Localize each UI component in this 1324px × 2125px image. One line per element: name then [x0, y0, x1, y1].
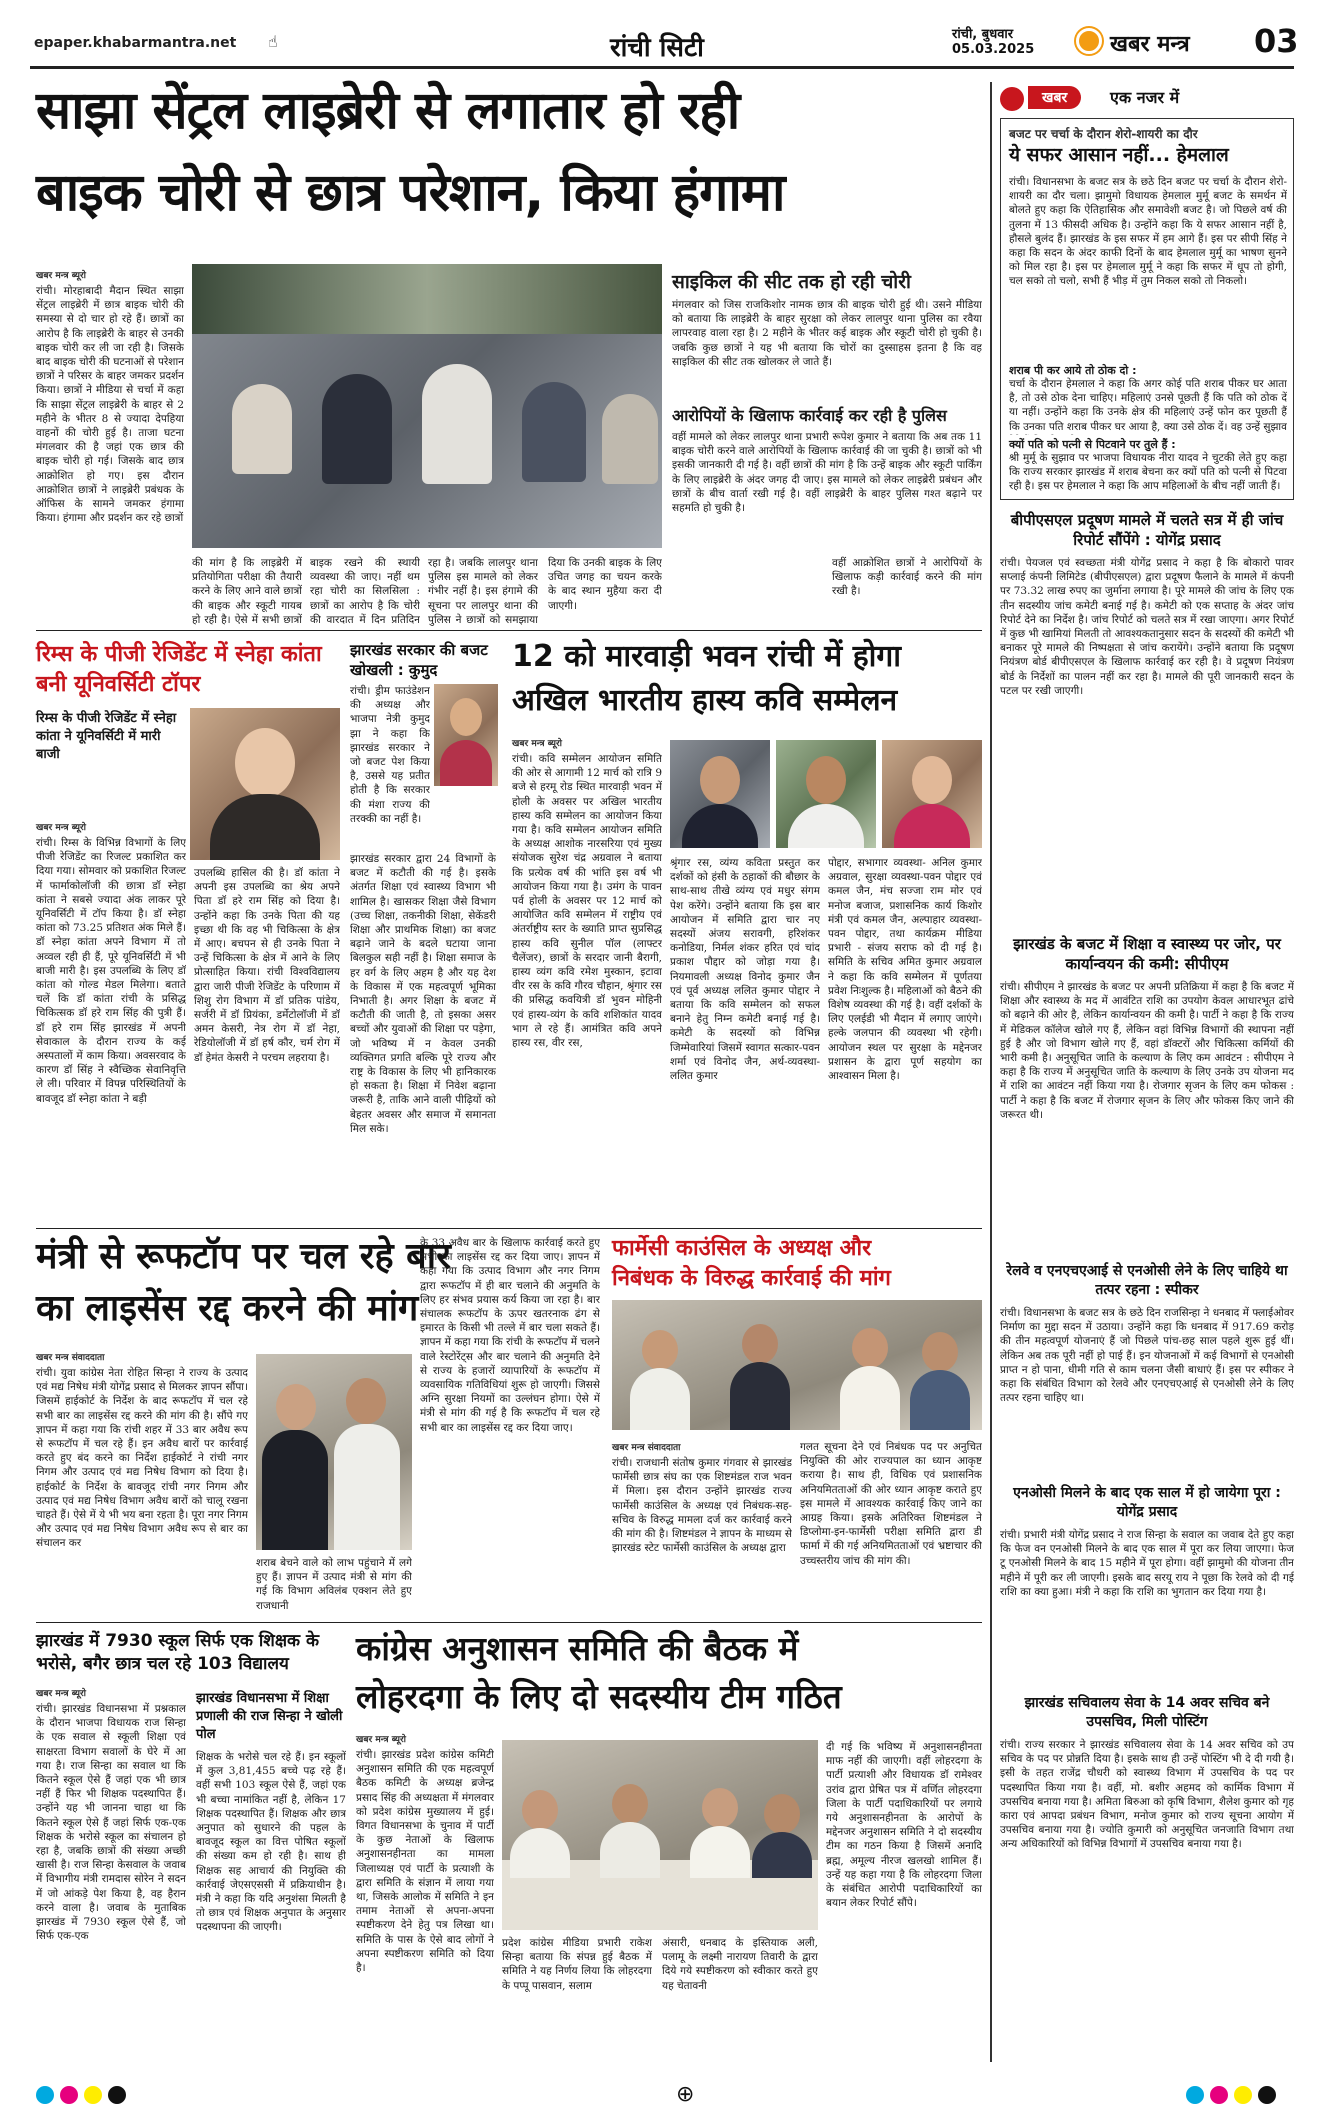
rims-text1: रांची। रिम्स के विभिन्न विभागों के लिए पीजी रेजिडेंट का रिजल्ट प्रकाशित कर दिया गया। सोमवार को प्रकाशित रिजल्ट में फार्माकोलॉजी की छात्रा डॉ स्नेहा कांता ने सबसे ज्यादा अंक लाकर पूरे यूनिवर्सिटी में टॉप किया है। डॉ स्नेहा कांता को 73.25 प्रतिशत अंक मिले हैं। डॉ स्नेहा कांता अपने विभाग में तो अव्वल रही ही हैं, पूरे यूनिवर्सिटी में भी बाजी मारी है। इस उपलब्धि के लिए डॉ कांता को गोल्ड मेडल मिलेगा। बताते चलें कि डॉ कांता रांची के प्रसिद्ध चिकित्सक डॉ हरे राम सिंह की पुत्री हैं। डॉ हरे राम सिंह झारखंड में अपनी सेवाकाल के दौरान राज्य के कई अस्पतालों में काम किया। अवसरवाद के कारण डॉ सिंह ने स्वैच्छिक सेवानिवृत्ति ले ली। परिवार में विपन्न परिस्थितियों के बावजूद डॉ स्नेहा कांता ने बड़ी — [36, 837, 186, 1105]
sidebar-noc-text: रांची। प्रभारी मंत्री योगेंद्र प्रसाद ने राज सिन्हा के सवाल का जवाब देते हुए कहा कि फेज वन एनओसी मिलने के बाद एक साल में पूरा कर लिया जाएगा। फेज टू एनओसी मिलने के बाद 15 महीने में पूरा होगा। वहीं झामुमो की योजना तीन महीने में पूरी कर ली जाएगी। इसके बाद सरयू राय ने पूछा कि रेलवे को दी गई राशि का क्या हुआ। मंत्री ने कहा कि राशि का भुगतान कर दिया गया है। — [1000, 1529, 1294, 1598]
congress-caption: प्रदेश कांग्रेस मीडिया प्रभारी राकेश सिन्हा बताया कि संपन्न हुई बैठक में समिति ने यह निर्णय लिया कि लोहरदगा के पप्पू पासवान, सलाम — [502, 1937, 652, 1992]
kavi-photo-poet1 — [670, 740, 770, 848]
sidebar-budget-box — [1000, 118, 1294, 500]
brand-name: खबर मन्त्र — [1110, 32, 1190, 57]
kavi-col1: रांची। कवि सम्मेलन आयोजन समिति की ओर से आगामी 12 मार्च को रात्रि 9 बजे से हरमू रोड स्थित मारवाड़ी भवन में होली के अवसर पर अखिल भारतीय हास्य कवि सम्मेलन का आयोजन किया गया है। कवि सम्मेलन आयोजन समिति के अध्यक्ष आशोक नारसरिया एवं मुख्य संयोजक सुरेश चंद्र अग्रवाल ने बताया कि प्रत्येक वर्ष की भांति इस वर्ष भी आयोजन किया गया है। उमंग के पावन पर्व होली के अवसर पर 12 मार्च को आयोजित कवि सम्मेलन में राष्ट्रीय एवं अंतर्राष्ट्रीय स्तर के ख्याति प्राप्त सुप्रसिद्ध हास्य कवि सुनील पॉल (लाफ्टर चैलेंजर), छात्रों के सरदार जानी बैरागी, हास्य व्यंग कवि रमेश मुस्कान, इटावा वीर रस के कवि गौरव चौहान, श्रृंगार रस की प्रसिद्ध कवयित्री डॉ भुवन मोहिनी एवं हास्य-व्यंग के कवि शशिकांत यादव भाग ले रहे हैं। आमंत्रित कवि अपने हास्य रस, वीर रस, — [512, 753, 662, 1050]
pharmacy-byline: खबर मन्त्र संवाददाता — [612, 1443, 681, 1453]
kavi-photo-poet2 — [776, 740, 876, 848]
congress-headline-line1: कांग्रेस अनुशासन समिति की बैठक में — [356, 1629, 799, 1668]
cmyk-dot-cyan — [36, 2086, 54, 2104]
sidebar-budget-head: ये सफर आसान नहीं... हेमलाल — [1009, 144, 1229, 166]
cmyk-dot-black — [108, 2086, 126, 2104]
congress-photo-meeting — [502, 1740, 818, 1930]
lead-col2: की मांग है कि लाइब्रेरी में प्रतियोगिता परीक्षा की तैयारी करने के लिए आने वाले छात्रों की बाइक और स्कूटी गायब हो रही है। ऐसे में सभी छात्रों — [192, 557, 302, 626]
kavi-headline-line2: अखिल भारतीय हास्य कवि सम्मेलन — [512, 683, 898, 718]
sidebar-railway-head: रेलवे व एनएचएआई से एनओसी लेने के लिए चाहिये था तत्पर रहना : स्पीकर — [1006, 1263, 1288, 1298]
kavi-col2: श्रृंगार रस, व्यंग्य कविता प्रस्तुत कर दर्शकों को हंसी के ठहाकों की बौछार के साथ-साथ तीखे व्यंग्य एवं मधुर संगम पेश करेंगे। उन्होंने बताया कि इस बार आयोजन में समिति द्वारा चार नए सदस्यों अंजय सरावगी, हरिशंकर कनोडिया, निर्मल शंकर हरित एवं चांद प्रकाश पौद्दार को जोड़ा गया है। नियमावली अध्यक्ष विनोद कुमार जैन एवं पूर्व अध्यक्ष ललित कुमार पोद्दार ने बताया कि कवि सम्मेलन को सफल बनाने हेतु निम्न कमेटी बनाई गई है। कमेटी के सदस्यों को विभिन्न जिम्मेवारियां जिसमें स्वागत सत्कार-पवन शर्मा एवं विनोद जैन, अर्थ-व्यवस्था- ललित कुमार — [670, 857, 820, 1083]
section-title: रांची सिटी — [610, 33, 704, 63]
lead-headline-line2: बाइक चोरी से छात्र परेशान, किया हंगामा — [36, 163, 785, 223]
congress-col3: दी गई कि भविष्य में अनुशासनहीनता माफ नहीं की जाएगी। वहीं लोहरदगा के पार्टी प्रत्याशी और विधायक डॉ रामेश्वर उरांव द्वारा प्रेषित पत्र में वर्णित लोहरदगा जिला के पार्टी पदाधिकारियों पर लगाये गये अनुशासनहीनता के आरोपों के मद्देनजर अनुशासन समिति ने दो सदस्यीय टीम का गठन किया है जिसमें अनादि ब्रह्म, अमूल्य नीरज खलखो शामिल हैं। उन्हें यह कहा गया है कि लोहरदगा जिला के संबंधित आरोपी पदाधिकारियों का बयान लेकर रिपोर्ट सौंपे। — [826, 1741, 982, 1910]
pharmacy-headline-line2: निबंधक के विरुद्ध कार्रवाई की मांग — [612, 1266, 891, 1291]
sidebar-bpsl-head: बीपीएसएल प्रदूषण मामले में चलते सत्र में ही जांच रिपोर्ट सौंपेंगे : योगेंद्र प्रसाद — [1010, 511, 1284, 549]
masthead-rule — [30, 66, 1294, 69]
sidebar-sharab-text: चर्चा के दौरान हेमलाल ने कहा कि अगर कोई पति शराब पीकर घर आता है, तो उसे ठोक देना चाहिए। महिलाएं उनसे पूछती हैं कि पति को ठोक दें या नहीं। उन्होंने कहा कि उनके क्षेत्र की महिलाएं उन्हें फोन कर पूछती हैं कि उनका पति शराब पीकर घर आया है, क्या उसे ठोक दें। वह उन्हें सुझाव — [1009, 378, 1287, 433]
lead-side-text1: मंगलवार को जिस राजकिशोर नामक छात्र की बाइक चोरी हुई थी। उसने मीडिया को बताया कि लाइब्रेरी के बाहर सुरक्षा को लेकर लालपुर थाना पुलिस का रवैया लापरवाह वाला रहा है। 2 महीने के भीतर कई बाइक और स्कूटी चोरी हो चुकी है। जबकि कुछ छात्रों ने यह भी बताया कि चोरों का दुस्साहस इतना है कि वह साइकिल की सीट तक खोलकर ले जाते हैं। — [672, 299, 982, 368]
sidebar-tag — [1000, 84, 1294, 114]
cmyk-dot-yellow — [84, 2086, 102, 2104]
kavi-byline: खबर मन्त्र ब्यूरो — [512, 739, 562, 749]
cursor-icon: ☝ — [268, 32, 278, 51]
lead-side-text2: वहीं मामले को लेकर लालपुर थाना प्रभारी रूपेश कुमार ने बताया कि अब तक 11 बाइक चोरी करने वाले आरोपियों के खिलाफ कार्रवाई की जा चुकी है। छात्रों को भी इसकी जानकारी दी गई है। वहीं छात्रों की मांग है कि उन्हें बाइक और स्कूटी पार्किंग के लिए लाइब्रेरी के अंदर जगह दी जाए। इस मामले को लेकर लाइब्रेरी प्रबंधन और छात्रों के बीच वार्ता रखी गई है। वहीं लाइब्रेरी के बाहर पुलिस गश्त बढ़ाने पर सहमति हो चुकी है। — [672, 431, 982, 515]
masthead — [30, 22, 1304, 64]
lead-col5: दिया कि उनकी बाइक के लिए उचित जगह का चयन करके के बाद स्थान मुहैया करा दी जाएगी। — [548, 557, 662, 612]
cmyk-dot-yellow-right — [1234, 2086, 1252, 2104]
sidebar-sachiv-text: रांची। राज्य सरकार ने झारखंड सचिवालय सेवा के 14 अवर सचिव को उप सचिव के पद पर प्रोन्नति दिया है। इसके साथ ही उन्हें पोस्टिंग भी दे दी गयी है। इसी के तहत राजेंद्र चौधरी को स्वास्थ्य विभाग में उपसचिव के पद पर पदस्थापित किया गया है। वहीं, मो. बशीर अहमद को कार्मिक विभाग में उपसचिव बनाया गया है। अमिता बिरुआ को कृषि विभाग, शैलेश कुमार को गृह कारा एवं आपदा प्रबंधन विभाग, मनोज कुमार को राज्य सूचना आयोग में उपसचिव बनाया गया है। ज्योति कुमारी को अनुसूचित जनजाति विभाग तथा अन्य अधिकारियों को विभिन्न विभागों में उपसचिव बनाया गया है। — [1000, 1739, 1294, 1851]
lower-divider — [36, 1622, 982, 1623]
kumud-photo — [434, 684, 498, 786]
vidhansabha-text1: शिक्षक के भरोसे चल रहे हैं। इन स्कूलों में कुल 3,81,455 बच्चे पढ़ रहे हैं। वहीं सभी 103 स्कूल ऐसे हैं, जहां एक भी बच्चा नामांकित नहीं है, लेकिन 17 शिक्षक पदस्थापित हैं। शिक्षक और छात्र अनुपात को सुधारने की पहल के बावजूद स्कूल का वित्त पोषित स्कूलों की संख्या कम हो रही है। साथ ही शिक्षक सह आचार्य की नियुक्ति की कार्रवाई जेएसएससी में प्रक्रियाधीन है। मंत्री ने कहा कि यदि अनुशंसा मिलती है तो छात्र एवं शिक्षक अनुपात के अनुसार पदस्थापना की जाएगी। — [196, 1751, 346, 1934]
crosshair-icon: ⊕ — [676, 2082, 695, 2107]
mid-divider — [36, 1228, 982, 1229]
kumud-headline: झारखंड सरकार की बजट खोखली : कुमुद — [350, 641, 488, 679]
kumud-text2: झारखंड सरकार द्वारा 24 विभागों के बजट में कटौती की गई है। इसके अंतर्गत शिक्षा एवं स्वास्थ्य विभाग भी शामिल है। खासकर शिक्षा जैसे विभाग (उच्च शिक्षा, तकनीकी शिक्षा, सेकेंडरी शिक्षा और प्राथमिक शिक्षा) का बजट बढ़ाने जाने के बदले घटाया जाना बिलकुल सही नहीं है। शिक्षा समाज के हर वर्ग के लिए अहम है और यह देश के विकास में एक महत्वपूर्ण भूमिका निभाती है। अगर शिक्षा के बजट में कटौती की जाती है, तो इसका असर बच्चों और युवाओं की शिक्षा पर पड़ेगा, जो भविष्य में न केवल उनकी व्यक्तिगत प्रगति बल्कि पूरे राज्य और राष्ट्र के विकास के लिए भी हानिकारक हो सकता है। शिक्षा में निवेश बढ़ाना जरूरी है, ताकि आने वाली पीढ़ियों को बेहतर अवसर और समाज में समानता मिल सके। — [350, 853, 496, 1135]
congress-headline-line2: लोहरदगा के लिए दो सदस्यीय टीम गठित — [356, 1677, 842, 1716]
lead-col4: रहा है। जबकि लालपुर थाना पुलिस इस मामले को लेकर गंभीर नहीं है। इस हंगामे की सूचना पर लालपुर थाना की पुलिस ने छात्रों को समझाया — [428, 557, 538, 626]
sidebar-sachiv-head: झारखंड सचिवालय सेवा के 14 अवर सचिव बने उपसचिव, मिली पोस्टिंग — [1024, 1695, 1270, 1730]
pharmacy-col1: रांची। राजधानी संतोष कुमार गंगवार से झारखंड फार्मेसी छात्र संघ का एक शिष्टमंडल राज भवन में मिला। इस दौरान उन्होंने झारखंड राज्य फार्मेसी काउंसिल के अध्यक्ष एवं निबंधक-सह-सचिव के विरुद्ध मामला दर्ज कर कार्रवाई करने की मांग की है। शिष्टमंडल ने ज्ञापन के माध्यम से झारखंड स्टेट फार्मेसी काउंसिल के अध्यक्ष द्वारा — [612, 1457, 792, 1555]
lead-col6: वहीं आक्रोशित छात्रों ने आरोपियों के खिलाफ कड़ी कार्रवाई करने की मांग रखी है। — [832, 557, 982, 598]
sidebar-tag-brand: खबर — [1028, 86, 1081, 109]
kumud-text1: रांची। ड्रीम फाउंडेशन की अध्यक्ष और भाजपा नेत्री कुमुद झा ने कहा कि झारखंड सरकार ने जो बजट पेश किया है, उससे यह प्रतीत होती है कि सरकार की मंशा राज्य की तरक्की का नहीं है। — [350, 685, 430, 825]
sidebar-health-head: झारखंड के बजट में शिक्षा व स्वास्थ्य पर जोर, पर कार्यान्वयन की कमी: सीपीएम — [1013, 935, 1281, 973]
sidebar-bpsl-text: रांची। पेयजल एवं स्वच्छता मंत्री योगेंद्र प्रसाद ने कहा है कि बोकारो पावर सप्लाई कंपनी लिमिटेड (बीपीएसएल) द्वारा प्रदूषण फैलाने के मामले में कंपनी पर 73.32 लाख रुपए का जुर्माना लगाया है। पूरे मामले की जांच के लिए एक तीन सदस्यीय जांच कमेटी बनाई गई है। कमेटी को एक सप्ताह के अंदर जांच रिपोर्ट देने का निर्देश है। जांच रिपोर्ट को चलते सत्र में रखा जाएगा। अगर रिपोर्ट में कुछ भी खामियां मिलती तो आवश्यकतानुसार सदन के सदस्यों की कमेटी भी बनाकर पूरे मामले की निष्पक्षता से जांच करायेंगे। उन्होंने बताया कि प्रदूषण नियंत्रण बोर्ड बीपीएसएल के खिलाफ कार्रवाई कर रही है। वे प्रदूषण नियंत्रण बोर्ड के निर्देशों का पालन नहीं कर रहा है। मामले की पूरी जानकारी सदन के पटल पर रखी जाएगी। — [1000, 557, 1294, 697]
rims-photo-sneha-kanta — [190, 708, 340, 860]
page-number: 03 — [1254, 22, 1299, 60]
rooftop-byline: खबर मन्त्र संवाददाता — [36, 1353, 105, 1363]
rims-headline: रिम्स के पीजी रेजिडेंट में स्नेहा कांता बनी यूनिवर्सिटी टॉपर — [36, 642, 322, 697]
rooftop-caption: शराब बेचने वाले को लाभ पहुंचाने में लगे हुए हैं। ज्ञापन में उत्पाद मंत्री से मांग की गई कि विभाग अविलंब एक्शन लेते हुए राजधानी — [256, 1557, 412, 1612]
congress-byline: खबर मन्त्र ब्यूरो — [356, 1735, 406, 1745]
cmyk-dot-magenta-right — [1210, 2086, 1228, 2104]
kavi-photo-poet3 — [882, 740, 982, 848]
place-day: रांची, बुधवार — [952, 27, 1014, 42]
lead-side-head2: आरोपियों के खिलाफ कार्रवाई कर रही है पुलिस — [672, 406, 947, 425]
brand-logo-icon — [1076, 28, 1102, 54]
kavi-headline-line1: 12 को मारवाड़ी भवन रांची में होगा — [512, 639, 902, 674]
rims-text2: उपलब्धि हासिल की है। डॉ कांता ने अपनी इस उपलब्धि का श्रेय अपने पिता डॉ हरे राम सिंह को दिया है। उन्होंने कहा कि उनके पिता की यह इच्छा थी कि वह भी चिकित्सा के क्षेत्र में आए। बचपन से ही उनके पिता ने उन्हें चिकित्सा के क्षेत्र में आने के लिए प्रोत्साहित किया। रांची विश्वविद्यालय द्वारा जारी पीजी रेजिडेंट के परिणाम में शिशु रोग विभाग में डॉ प्रतिक पांडेय, सर्जरी में डॉ प्रियंका, डर्मेटोलॉजी में डॉ अमन केसरी, नेत्र रोग में डॉ नेहा, रेडियोलॉजी में डॉ हर्ष कौर, चर्म रोग में डॉ हेमंत केसरी ने परचम लहराया है। — [194, 867, 340, 1064]
kavi-col3: पोद्दार, सभागार व्यवस्था- अनिल कुमार अग्रवाल, सुरक्षा व्यवस्था-पवन पोद्दार एवं कमल जैन, मंच सज्जा राम मोर एवं मनोज बजाज, प्रशासनिक कार्य किशोर मंत्री एवं कमल जैन, अल्पाहार व्यवस्था-पवन पोद्दार, तथा कार्यक्रम मीडिया प्रभारी - संजय सराफ को दी गई है। समिति के सचिव अमित कुमार अग्रवाल ने कहा कि कवि सम्मेलन में पूर्णतया प्रवेश निःशुल्क है। महिलाओं को बैठने की विशेष व्यवस्था की गई है। वहीं दर्शकों के लिए एलईडी भी मैदान में लगाए जाएंगे। हल्के जलपान की व्यवस्था भी रहेगी। आयोजन स्थल पर सुरक्षा के मद्देनजर प्रशासन के द्वारा पूर्ण सहयोग का आश्वासन मिला है। — [828, 857, 982, 1083]
lead-photo-students-protest — [192, 264, 662, 548]
lead-divider — [36, 630, 982, 631]
school-text: रांची। झारखंड विधानसभा में प्रश्नकाल के दौरान भाजपा विधायक राज सिन्हा के एक सवाल से स्कूली शिक्षा एवं साक्षरता विभाग सवालों के घेरे में आ गया है। राज सिन्हा का सवाल था कि कितने स्कूल ऐसे हैं जहां एक भी छात्र नहीं हैं फिर भी शिक्षक पदस्थापित हैं। उन्होंने यह भी जानना चाहा था कि कितने स्कूल ऐसे हैं जहां सिर्फ एक-एक शिक्षक के भरोसे स्कूल का संचालन हो रहा है, जबकि छात्रों की संख्या अच्छी खासी है। राज सिन्हा केसवाल के जवाब में विभागीय मंत्री रामदास सोरेन ने सदन में जो आंकड़े पेश किया है, वह हैरान करने वाला है। जवाब के मुताबिक झारखंड में 7930 स्कूल ऐसे हैं, जो सिर्फ एक-एक — [36, 1703, 186, 1943]
lead-side-head1: साइकिल की सीट तक हो रही चोरी — [672, 271, 911, 293]
sidebar-health-text: रांची। सीपीएम ने झारखंड के बजट पर अपनी प्रतिक्रिया में कहा है कि बजट में शिक्षा और स्वास्थ्य के मद में आवंटित राशि का उपयोग केवल आधारभूत ढांचे को बढ़ाने की ओर है, लेकिन कार्यान्वयन की कमी है। पार्टी ने कहा है कि राज्य में मेडिकल कॉलेज खोले गए हैं, लेकिन वहां विभिन्न विभागों की स्थापना नहीं हुई है और जो विभाग खोले गए हैं, वहां डॉक्टरों और चिकित्सा कर्मियों की भारी कमी है। अनुसूचित जाति के कल्याण के लिए कम आवंटन : सीपीएम ने कहा है कि राज्य में अनुसूचित जाति के कल्याण के लिए उनके उप योजना मद में राशि का आवंटन नहीं किया गया है। रोजगार सृजन के लिए कम फोकस : पार्टी ने कहा है कि बजट में रोजगार सृजन के लिए और फोकस किए जाने की जरूरत थी। — [1000, 981, 1294, 1121]
cmyk-dot-cyan-right — [1186, 2086, 1204, 2104]
rooftop-headline-line2: का लाइसेंस रद्द करने की मांग — [36, 1288, 419, 1329]
congress-col2: अंसारी, धनबाद के इस्तियाक अली, पलामू के लक्ष्मी नारायण तिवारी के द्वारा दिये गये स्पष्टीकरण को स्वीकार करते हुए यह चेतावनी — [662, 1937, 818, 1992]
epaper-url[interactable]: epaper.khabarmantra.net — [34, 35, 237, 51]
lead-byline: खबर मन्त्र ब्यूरो — [36, 271, 86, 281]
footer-registration-marks — [36, 2082, 1296, 2112]
sidebar-pati-head: क्यों पति को पत्नी से पिटवाने पर तुले हैं : — [1009, 438, 1176, 451]
sidebar-budget-kicker: बजट पर चर्चा के दौरान शेरो-शायरी का दौर — [1009, 127, 1198, 141]
sidebar-railway-text: रांची। विधानसभा के बजट सत्र के छठे दिन राजसिन्हा ने धनबाद में फ्लाईओवर निर्माण का मुद्दा सदन में उठाया। उन्होंने कहा कि धनबाद में 917.69 करोड़ की तीन महत्वपूर्ण योजनाएं हैं जो पिछले पांच-छह साल पहले शुरू हुई थीं। लेकिन अब तक पूरी नहीं हो पाई हैं। इन योजनाओं में कई विभागों से एनओसी प्राप्त न हो पाना, धीमी गति से काम चलना जैसी बाधाएं हैं। इस पर स्पीकर ने कहा कि संबंधित विभाग को रेलवे और एनएचएआई से एनओसी लेने के लिए तत्पर रहना चाहिए था। — [1000, 1307, 1294, 1405]
pharmacy-headline-line1: फार्मेसी काउंसिल के अध्यक्ष और — [612, 1236, 872, 1261]
sidebar-pati-text: श्री मुर्मू के सुझाव पर भाजपा विधायक नीरा यादव ने चुटकी लेते हुए कहा कि राज्य सरकार झारखंड में शराब बेचना कर क्यों पति को पत्नी से पिटवा रही है। इस पर हेमलाल ने कहा कि आप महिलाओं के बीच नहीं जाती हैं। — [1009, 452, 1287, 493]
lead-col1: रांची। मोरहाबादी मैदान स्थित साझा सेंट्रल लाइब्रेरी में छात्र बाइक चोरी की समस्या से दो चार हो रहे हैं। छात्रों का आरोप है कि लाइब्रेरी के बाहर से उनकी बाइक चोरी कर ली जा रही है। जिसके बाद बाइक चोरी की घटनाओं से परेशान छात्रों ने परिसर के बाहर जमकर प्रदर्शन किया। छात्रों ने मीडिया से चर्चा में कहा कि साझा सेंट्रल लाइब्रेरी के बाहर से 2 महीने के भीतर 8 से ज्यादा देपहिया वाहनों की चोरी हुई है। ताजा घटना मंगलवार की है जहां एक छात्र की बाइक चोरी हो गई। जिसके बाद छात्र आक्रोशित हो गए। इस दौरान आक्रोशित छात्रों ने लाइब्रेरी प्रबंधक के ऑफिस के सामने जमकर हंगामा किया। हंगामा और प्रदर्शन कर रहे छात्रों — [36, 285, 184, 525]
pharmacy-photo-rajbhavan — [612, 1300, 982, 1430]
rooftop-col1: रांची। युवा कांग्रेस नेता रोहित सिन्हा ने राज्य के उत्पाद एवं मद्य निषेध मंत्री योगेंद्र प्रसाद से मिलकर ज्ञापन सौंपा। जिसमें हाईकोर्ट के निर्देश के बाद रूफटॉप में चल रहे सभी बार का लाइसेंस रद्द करने की मांग की है। सौंपे गए ज्ञापन में कहा गया कि रांची शहर में 33 बार अवैध रूप से रूफटॉप में चल रहे हैं। इन अवैध बारों पर कार्रवाई करते हुए बंद करने का निर्देश हाईकोर्ट ने रांची नगर निगम और उत्पाद एवं मद्य निषेध विभाग को दिया है। हाईकोर्ट के निर्देश के बावजूद रांची नगर निगम और उत्पाद एवं मद्य निषेध विभाग अवैध बारों को चालू रखना चाहते हैं। ऐसे में ये भी भय बना रहता है। पूरा नगर निगम और उत्पाद एवं मद्य निषेध विभाग अवैध रूप से बार का संचालन कर — [36, 1367, 248, 1550]
lead-headline-line1: साझा सेंट्रल लाइब्रेरी से लगातार हो रही — [36, 81, 740, 141]
rooftop-col2: के 33 अवैध बार के खिलाफ कार्रवाई करते हुए सभी का लाइसेंस रद्द कर दिया जाए। ज्ञापन में कहा गया कि उत्पाद विभाग और नगर निगम द्वारा रूफटॉप में ही बार चलाने की अनुमति के लिए हर संभव प्रयास कर्य किया जा रहा है। बार संचालक रूफटॉप के ऊपर खतरनाक ढंग से इमारत के किसी भी तल्ले में बार चला सकते हैं। ज्ञापन में कहा गया कि रांची के रूफटॉप में चलने वाले रेस्टोरेंट्स और बार चलाने की अनुमति देने से राज्य के हजारों व्यापारियों के रूफटॉप में व्यवसायिक गतिविधियां शुरू हो जाएगी। जिससे अग्नि सुरक्षा नियमों का उल्लंघन होगा। ऐसे में मंत्री से मांग की गई है कि रूफटॉप में चल रहे सभी बार का लाइसेंस रद्द कर दिया जाए। — [420, 1237, 600, 1434]
vidhansabha-headline: झारखंड विधानसभा में शिक्षा प्रणाली की राज सिन्हा ने खोली पोल — [196, 1691, 343, 1742]
rims-subhead: रिम्स के पीजी रेजिडेंट में स्नेहा कांता ने यूनिवर्सिटी में मारी बाजी — [36, 711, 177, 762]
cmyk-dot-black-right — [1258, 2086, 1276, 2104]
sidebar-budget-text: रांची। विधानसभा के बजट सत्र के छठे दिन बजट पर चर्चा के दौरान शेरो-शायरी का दौर चला। झामुमो विधायक हेमलाल मुर्मू बजट के समर्थन में बोलते हुए कहा कि ऐतिहासिक और समावेशी बजट है। जो पिछले वर्ष की तुलना में 13 फीसदी अधिक है। उन्होंने कहा कि ये सफर आसान नहीं है, हौसले बुलंद हैं। झारखंड के इस सफर में हम आगे हैं। इस पर सीपी सिंह ने कहा कि सदन के अंदर काफी दिनों के बाद हेमलाल मुर्मू का भाषण सुनने को मिल रहा है। इस पर हेमलाल मुर्मू ने कहा कि सफर में धूप तो होगी, चल सको तो चलो, सभी हैं भीड़ में तुम निकल सको तो निकलो। — [1009, 176, 1287, 288]
congress-col1: रांची। झारखंड प्रदेश कांग्रेस कमिटी अनुशासन समिति की एक महत्वपूर्ण बैठक कमिटी के अध्यक्ष ब्रजेन्द्र प्रसाद सिंह की अध्यक्षता में मंगलवार को प्रदेश कांग्रेस मुख्यालय में हुई। विगत विधानसभा के चुनाव में पार्टी के कुछ नेताओं के खिलाफ अनुशासनहीनता का मामला जिलाध्यक्ष एवं पार्टी के प्रत्याशी के द्वारा समिति के संज्ञान में लाया गया था, जिसके आलोक में समिति ने इन तमाम नेताओं से अपना-अपना स्पष्टीकरण देने हेतु पत्र लिखा था। समिति के पास के ऐसे बाद लोगों ने अपना स्पष्टीकरण समिति को दिया है। — [356, 1749, 494, 1975]
sidebar-tag-title: एक नजर में — [1110, 88, 1180, 107]
pharmacy-col2: गलत सूचना देने एवं निबंधक पद पर अनुचित नियुक्ति की ओर राज्यपाल का ध्यान आकृष्ट कराया है। साथ ही, विधिक एवं प्रशासनिक अनियमितताओं की ओर ध्यान आकृष्ट कराते हुए इस मामले में आवश्यक कार्रवाई किए जाने का आग्रह किया। इसके अतिरिक्त शिष्टमंडल ने डिप्लोमा-इन-फार्मेसी परीक्षा समिति द्वारा डी फार्मा में की गई अनियमितताओं एवं भ्रष्टाचार की उच्चस्तरीय जांच की मांग की। — [800, 1441, 982, 1567]
lead-col3: बाइक रखने की स्थायी व्यवस्था की जाए। नहीं थम रहा चोरी का सिलसिला : छात्रों का आरोप है कि चोरी की वारदात में दिन प्रतिदिन — [310, 557, 420, 626]
sidebar-sharab-head: शराब पी कर आये तो ठोक दो : — [1009, 364, 1137, 377]
school-headline: झारखंड में 7930 स्कूल सिर्फ एक शिक्षक के भरोसे, बगैर छात्र चल रहे 103 विद्यालय — [36, 1631, 320, 1674]
issue-date: 05.03.2025 — [952, 42, 1035, 57]
rooftop-photo-memorandum — [256, 1354, 412, 1550]
sidebar-noc-head: एनओसी मिलने के बाद एक साल में हो जायेगा पूरा : योगेंद्र प्रसाद — [1013, 1485, 1281, 1520]
cmyk-dot-magenta — [60, 2086, 78, 2104]
school-byline: खबर मन्त्र ब्यूरो — [36, 1689, 86, 1699]
sidebar-tag-logo-icon — [1000, 87, 1024, 111]
rims-byline: खबर मन्त्र ब्यूरो — [36, 823, 86, 833]
sidebar-divider — [990, 82, 992, 2062]
rooftop-headline-line1: मंत्री से रूफटॉप पर चल रहे बार — [36, 1236, 451, 1277]
